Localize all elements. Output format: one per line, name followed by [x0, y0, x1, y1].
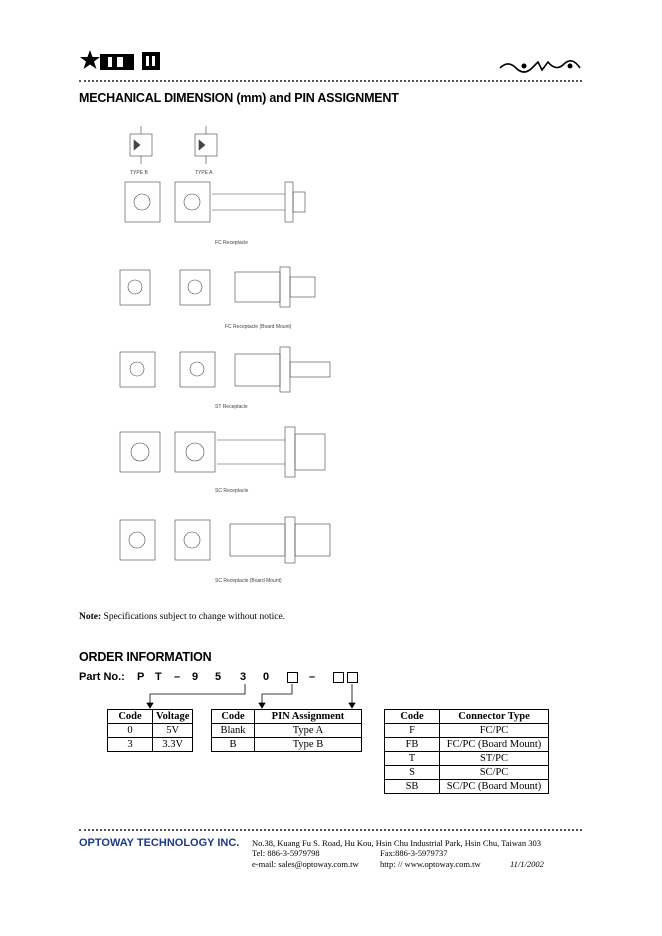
part-char: 5: [215, 671, 222, 683]
col-header: Connector Type: [440, 710, 549, 724]
header-ornament: [498, 58, 582, 74]
cell: Type B: [255, 738, 362, 752]
cell: B: [212, 738, 255, 752]
part-connector-lines: [140, 684, 380, 710]
type-b-label: TYPE B: [130, 170, 148, 176]
cell: F: [385, 724, 440, 738]
voltage-table: [107, 709, 193, 752]
part-char: –: [309, 671, 316, 683]
cell: FB: [385, 738, 440, 752]
type-a-label: TYPE A: [195, 170, 213, 176]
col-header: PIN Assignment: [255, 710, 362, 724]
cell: FC/PC (Board Mount): [440, 738, 549, 752]
part-code-box: [287, 672, 298, 683]
part-code-box: [333, 672, 344, 683]
page-title: MECHANICAL DIMENSION (mm) and PIN ASSIGNMENT: [79, 91, 399, 105]
mechanical-drawing: [100, 122, 370, 592]
note-text: Specifications subject to change without notice.: [103, 612, 286, 622]
sc-board-label: SC Receptacle (Board Mount): [215, 578, 282, 584]
footer-date: 11/1/2002: [510, 859, 544, 869]
footer-company: OPTOWAY TECHNOLOGY INC.: [79, 837, 240, 849]
part-char: 9: [192, 671, 199, 683]
cell: T: [385, 752, 440, 766]
part-char: T: [155, 671, 162, 683]
pin-table: [211, 709, 362, 752]
col-header: Code: [212, 710, 255, 724]
part-char: 0: [263, 671, 270, 683]
footer-web: http: // www.optoway.com.tw: [380, 859, 481, 869]
cell: 3.3V: [153, 738, 193, 752]
footer-address: No.38, Kuang Fu S. Road, Hu Kou, Hsin Chu Industrial Park, Hsin Chu, Taiwan 303: [252, 838, 541, 848]
note: [79, 612, 285, 622]
fc-label: FC Receptacle: [215, 240, 249, 246]
part-code-box: [347, 672, 358, 683]
footer-email: e-mail: sales@optoway.com.tw: [252, 859, 359, 869]
fc-board-label: FC Receptacle (Board Mount): [225, 324, 292, 330]
cell: 0: [108, 724, 153, 738]
part-char: P: [137, 671, 145, 683]
col-header: Voltage: [153, 710, 193, 724]
st-label: ST Receptacle: [215, 404, 248, 410]
cell: SC/PC: [440, 766, 549, 780]
part-char: –: [174, 671, 181, 683]
cell: SC/PC (Board Mount): [440, 780, 549, 794]
cell: 3: [108, 738, 153, 752]
header-divider: [79, 80, 582, 82]
cell: 5V: [153, 724, 193, 738]
col-header: Code: [385, 710, 440, 724]
part-label: Part No.:: [79, 671, 125, 683]
order-title: ORDER INFORMATION: [79, 650, 212, 664]
footer-fax: Fax:886-3-5979737: [380, 848, 448, 858]
note-label: Note:: [79, 612, 102, 622]
cell: FC/PC: [440, 724, 549, 738]
cell: S: [385, 766, 440, 780]
connector-table: [384, 709, 549, 794]
company-logo: [80, 48, 175, 74]
cell: Blank: [212, 724, 255, 738]
cell: SB: [385, 780, 440, 794]
col-header: Code: [108, 710, 153, 724]
footer-tel: Tel: 886-3-5979798: [252, 848, 320, 858]
footer-divider: [79, 829, 582, 831]
cell: Type A: [255, 724, 362, 738]
cell: ST/PC: [440, 752, 549, 766]
sc-label: SC Receptacle: [215, 488, 249, 494]
part-char: 3: [240, 671, 247, 683]
